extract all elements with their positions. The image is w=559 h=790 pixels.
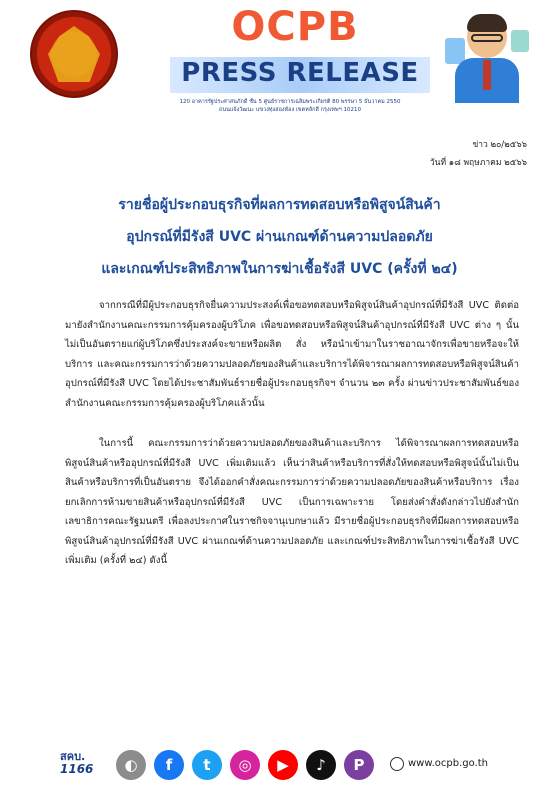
hotline-badge[interactable] — [60, 750, 108, 782]
hotline-label: สคบ. — [60, 750, 86, 763]
hotline-number: 1166 — [60, 762, 94, 776]
headline-line-3: และเกณฑ์ประสิทธิภาพในการฆ่าเชื้อรังสี UVC (ครั้งที่ ๒๔) — [101, 261, 458, 277]
press-header — [0, 0, 559, 118]
social-footer — [60, 746, 500, 786]
news-meta — [430, 136, 527, 172]
body-paragraph-2: ในการนี้ คณะกรรมการว่าด้วยความปลอดภัยของสินค้าและบริการ ได้พิจารณาผลการทดสอบหรือพิสูจน์สินค้าหรืออุปกรณ์ที่มีรังสี UVC เพิ่มเติมแล้ว เห็นว่าสินค้าหรือบริการที่สั่งให้ทดสอบหรือพิสูจน์นั้นไม่เป็นสินค้าหรือบริการที่เป็นอันตราย จึงได้ออกคำสั่งคณะกรรมการว่าด้วยความปลอดภัยของสินค้าหรือบริการ เรื่อง ยกเลิกการห้ามขายสินค้าหรืออุปกรณ์ที่มีรังสี UVC เป็นการเฉพาะราย โดยส่งคำสั่งดังกล่าวไปยังสำนักเลขาธิการคณะรัฐมนตรี เพื่อลงประกาศในราชกิจจานุเบกษาแล้ว มีรายชื่อผู้ประกอบธุรกิจที่มีผลการทดสอบหรือพิสูจน์สินค้าอุปกรณ์ที่มีรังสี UVC ผ่านเกณฑ์ด้านความปลอดภัย และเกณฑ์ประสิทธิภาพในการฆ่าเชื้อรังสี UVC เพิ่มเติม (ครั้งที่ ๒๔) ดังนี้ — [65, 438, 519, 566]
news-number: ข่าว ๒๐/๒๕๖๖ — [472, 140, 527, 150]
youtube-icon[interactable]: ▶ — [268, 750, 298, 780]
facebook-icon[interactable]: f — [154, 750, 184, 780]
body-paragraph-1: จากกรณีที่มีผู้ประกอบธุรกิจยื่นความประสงค์เพื่อขอทดสอบหรือพิสูจน์สินค้าอุปกรณ์ที่มีรังสี UVC ติดต่อมายังสำนักงานคณะกรรมการคุ้มครองผู้บริโภค เพื่อขอทดสอบหรือพิสูจน์สินค้าอุปกรณ์ที่มีรังสี UVC ต่าง ๆ นั้นไม่เป็นอันตรายแก่ผู้บริโภคซึ่งประสงค์จะขายหรือผลิต สั่ง หรือนำเข้ามาในราชอาณาจักรเพื่อขายหรือจะให้บริการ และคณะกรรมการว่าด้วยความปลอดภัยของสินค้าและบริการได้พิจารณาผลการทดสอบหรือพิสูจน์สินค้าอุปกรณ์ที่มีรังสี UVC โดยได้ประชาสัมพันธ์รายชื่อผู้ประกอบธุรกิจฯ จำนวน ๒๓ ครั้ง ผ่านข่าวประชาสัมพันธ์ของสำนักงานคณะกรรมการคุ้มครองผู้บริโภคแล้วนั้น — [65, 300, 519, 409]
headline-line-1: รายชื่อผู้ประกอบธุรกิจที่ผลการทดสอบหรือพิสูจน์สินค้า — [118, 197, 441, 213]
ocpb-circle-icon[interactable]: ◐ — [116, 750, 146, 780]
twitter-icon[interactable]: t — [192, 750, 222, 780]
website-link[interactable]: www.ocpb.go.th — [408, 758, 489, 769]
headline-line-2: อุปกรณ์ที่มีรังสี UVC ผ่านเกณฑ์ด้านความปลอดภัย — [126, 229, 433, 245]
tiktok-icon[interactable]: ♪ — [306, 750, 336, 780]
address-line-2: ถนนแจ้งวัฒนะ แขวงทุ่งสองห้อง เขตหลักสี่ กรุงเทพฯ 10210 — [219, 107, 361, 113]
pantip-icon[interactable]: P — [344, 750, 374, 780]
address-line-1: 120 อาคารรัฐประศาสนภักดี ชั้น 5 ศูนย์ราชการเฉลิมพระเกียรติ 80 พรรษา 5 ธันวาคม 2550 — [179, 99, 401, 105]
globe-icon — [390, 757, 404, 771]
brand-title: OCPB — [231, 4, 359, 50]
headline — [40, 189, 519, 285]
instagram-icon[interactable]: ◎ — [230, 750, 260, 780]
news-date: วันที่ ๑๘ พฤษภาคม ๒๕๖๖ — [429, 158, 527, 168]
ocpb-seal-logo — [30, 10, 118, 98]
mascot-illustration — [445, 8, 530, 103]
press-release-title: PRESS RELEASE — [181, 58, 419, 88]
